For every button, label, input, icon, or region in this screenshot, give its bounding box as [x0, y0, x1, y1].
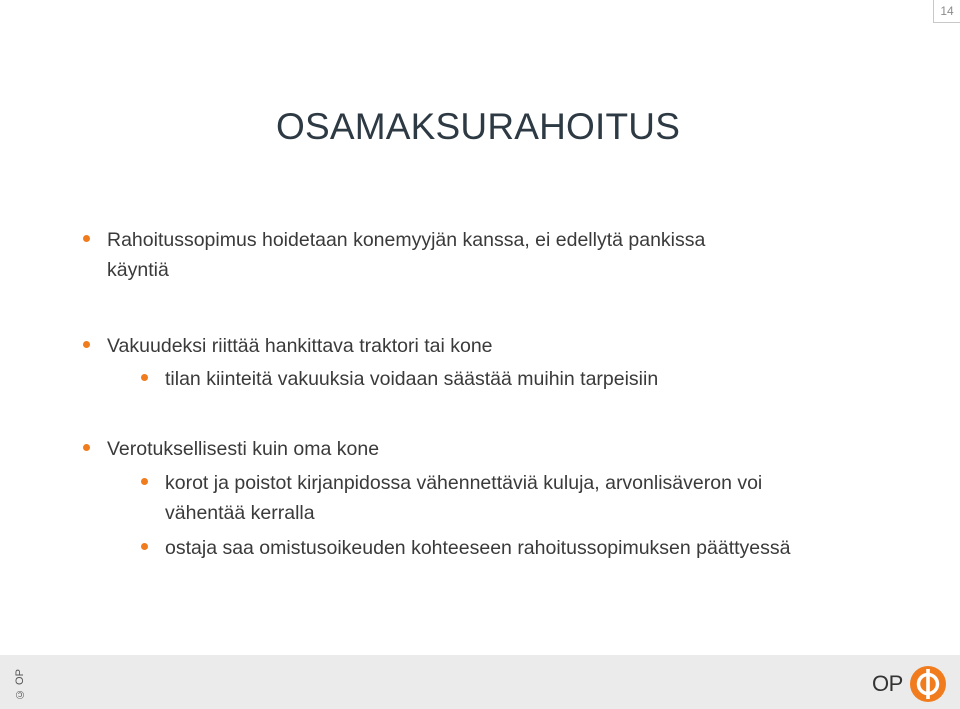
sub-bullet-item: [165, 468, 762, 528]
bullet-text-line2: vähentää kerralla: [165, 502, 315, 524]
bullet-item: [107, 225, 705, 285]
bullet-text-line2: käyntiä: [107, 259, 169, 281]
sub-bullet-dot: [141, 478, 148, 485]
bullet-item: Verotuksellisesti kuin oma kone: [107, 438, 380, 460]
footer-bar: [0, 655, 960, 709]
sub-bullet-item: tilan kiinteitä vakuuksia voidaan säästää muihin tarpeisiin: [165, 368, 659, 390]
bullet-dot: [83, 444, 90, 451]
sub-bullet-item: ostaja saa omistusoikeuden kohteeseen rahoitussopimuksen päättyessä: [165, 537, 791, 559]
op-logo-icon: [910, 666, 946, 702]
sub-bullet-dot: [141, 543, 148, 550]
bullet-dot: [83, 341, 90, 348]
logo-text: OP: [872, 671, 903, 696]
page-number: 14: [933, 0, 960, 23]
sub-bullet-dot: [141, 374, 148, 381]
bullet-dot: [83, 235, 90, 242]
bullet-item: Vakuudeksi riittää hankittava traktori tai kone: [107, 335, 493, 357]
bullet-text-line1: korot ja poistot kirjanpidossa vähennettäviä kuluja, arvonlisäveron voi: [165, 472, 763, 494]
bullet-text-line1: Rahoitussopimus hoidetaan konemyyjän kanssa, ei edellytä pankissa: [107, 229, 706, 251]
op-logo: [872, 666, 946, 702]
copyright-text: © OP: [14, 669, 26, 700]
slide-title: OSAMAKSURAHOITUS: [276, 106, 681, 147]
